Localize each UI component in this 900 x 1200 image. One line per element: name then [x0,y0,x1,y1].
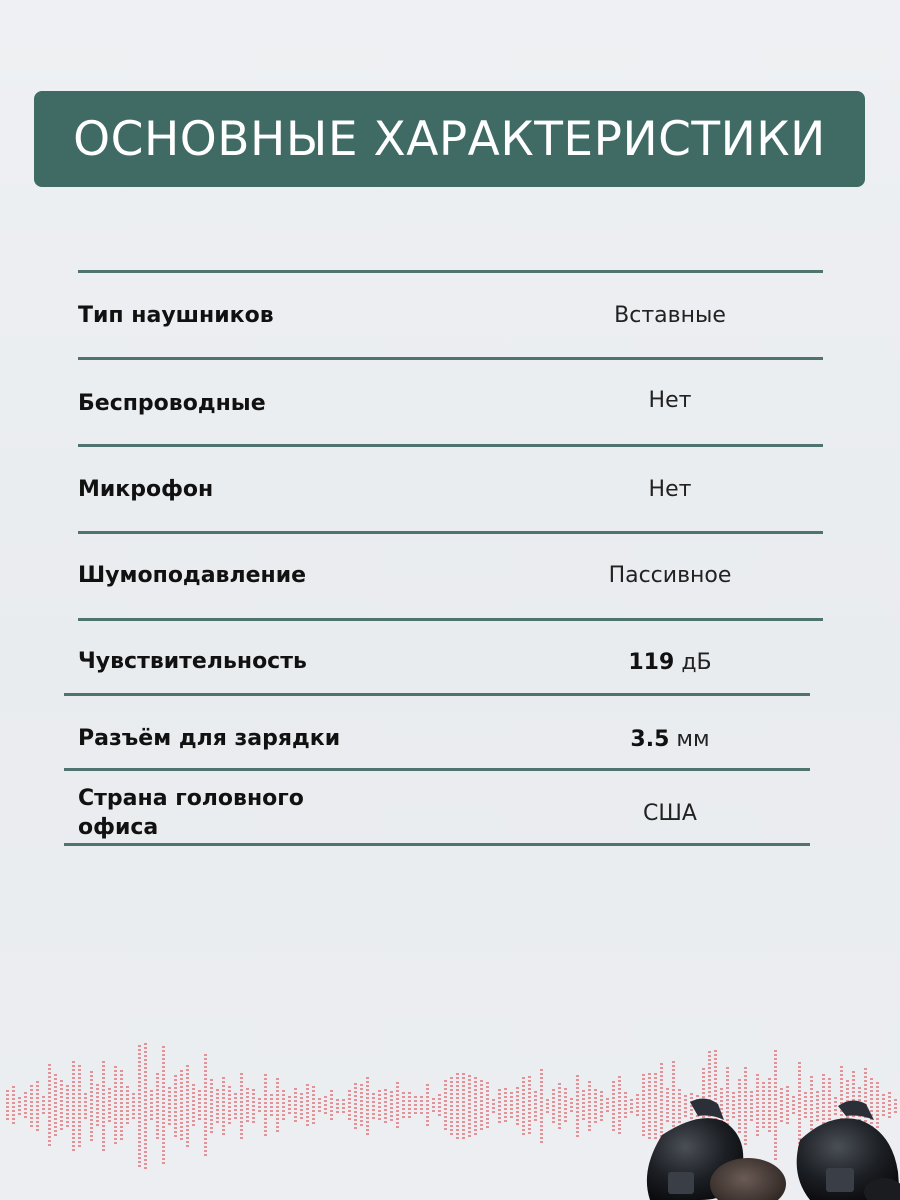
spec-label: Тип наушников [78,303,274,328]
row-divider [64,693,810,696]
spec-value [570,648,770,677]
row-divider [64,768,810,771]
spec-value-number: 119 [628,650,675,675]
row-divider [78,531,823,534]
spec-value-unit: мм [676,727,710,752]
spec-label: Чувствительность [78,649,307,674]
row-divider [78,357,823,360]
row-divider [78,618,823,621]
in-ear-earbuds-icon [0,1080,900,1200]
spec-value: Нет [648,477,692,502]
spec-label: Страна головного офиса [78,786,304,840]
spec-label: Шумоподавление [78,563,307,588]
spec-value: Вставные [614,303,726,328]
spec-value: Пассивное [608,563,732,588]
row-divider [78,444,823,447]
spec-label: Разъём для зарядки [78,726,341,751]
spec-value-unit: дБ [681,650,712,675]
title-banner [34,91,865,187]
spec-label: Микрофон [78,477,214,502]
page-title: ОСНОВНЫЕ ХАРАКТЕРИСТИКИ [73,111,826,167]
spec-value-number: 3.5 [630,727,670,752]
spec-value [570,725,770,754]
spec-label: Беспроводные [78,391,266,416]
spec-value: Нет [648,388,692,413]
spec-value: США [643,801,697,826]
row-divider [78,270,823,273]
row-divider [64,843,810,846]
